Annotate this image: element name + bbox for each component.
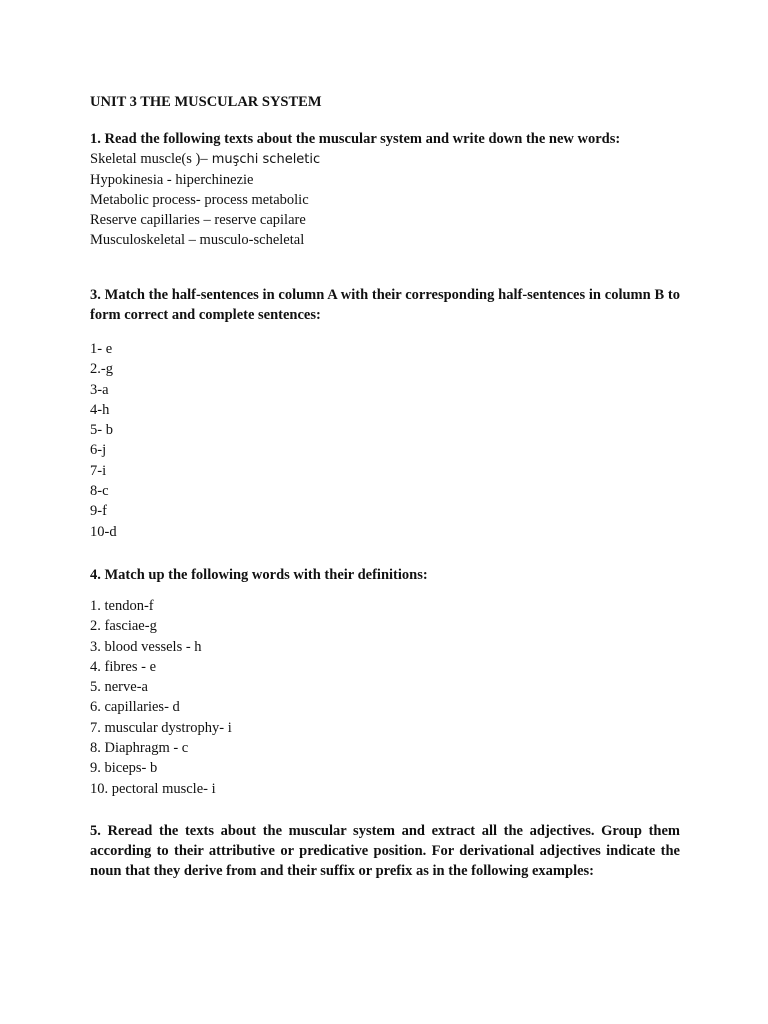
answer-line: 4-h xyxy=(90,401,110,418)
section5-heading: 5. Reread the texts about the muscular system and extract all the adjectives. Group them according to their attributive or predicative position. For derivational adjectives indicate the noun that they derive from and their suffix or prefix as in the following examples: xyxy=(90,823,680,879)
answer-line: 4. fibres - e xyxy=(90,658,157,675)
vocab-list xyxy=(90,170,680,251)
answer-line: 5. nerve-a xyxy=(90,679,148,696)
vocab-line: Metabolic process- process metabolic xyxy=(90,191,309,208)
answer-line: 10-d xyxy=(90,523,117,540)
answer-line: 5- b xyxy=(90,422,113,439)
answer-line: 6-j xyxy=(90,442,107,459)
vocab-term: Skeletal muscle(s )– xyxy=(90,151,208,167)
answer-line: 3. blood vessels - h xyxy=(90,638,202,655)
vocab-line xyxy=(90,149,680,170)
vocab-translation: muşchi scheletic xyxy=(207,152,321,167)
answer-line: 1. tendon-f xyxy=(90,598,154,614)
answer-line: 10. pectoral muscle- i xyxy=(90,780,216,797)
section3-answers xyxy=(90,339,680,542)
answer-line: 8. Diaphragm - c xyxy=(90,740,189,757)
answer-line: 7-i xyxy=(90,462,107,479)
answer-line: 9-f xyxy=(90,503,107,520)
answer-line: 9. biceps- b xyxy=(90,760,158,777)
vocab-line: Hypokinesia - hiperchinezie xyxy=(90,171,254,188)
section1-heading: 1. Read the following texts about the muscular system and write down the new words: xyxy=(90,131,621,147)
answer-line: 6. capillaries- d xyxy=(90,699,180,716)
answer-line: 2. fasciae-g xyxy=(90,618,157,635)
vocab-line: Reserve capillaries – reserve capilare xyxy=(90,212,306,229)
answer-line: 2.-g xyxy=(90,361,113,378)
section4-answers xyxy=(90,596,680,799)
answer-line: 8-c xyxy=(90,483,109,500)
document-title: UNIT 3 THE MUSCULAR SYSTEM xyxy=(90,94,322,110)
answer-line: 1- e xyxy=(90,341,113,357)
section4-heading: 4. Match up the following words with their definitions: xyxy=(90,567,428,583)
vocab-line: Musculoskeletal – musculo-scheletal xyxy=(90,232,305,249)
section3-heading: 3. Match the half-sentences in column A with their corresponding half-sentences in column B to form correct and complete sentences: xyxy=(90,287,680,323)
answer-line: 7. muscular dystrophy- i xyxy=(90,719,232,736)
answer-line: 3-a xyxy=(90,381,109,398)
